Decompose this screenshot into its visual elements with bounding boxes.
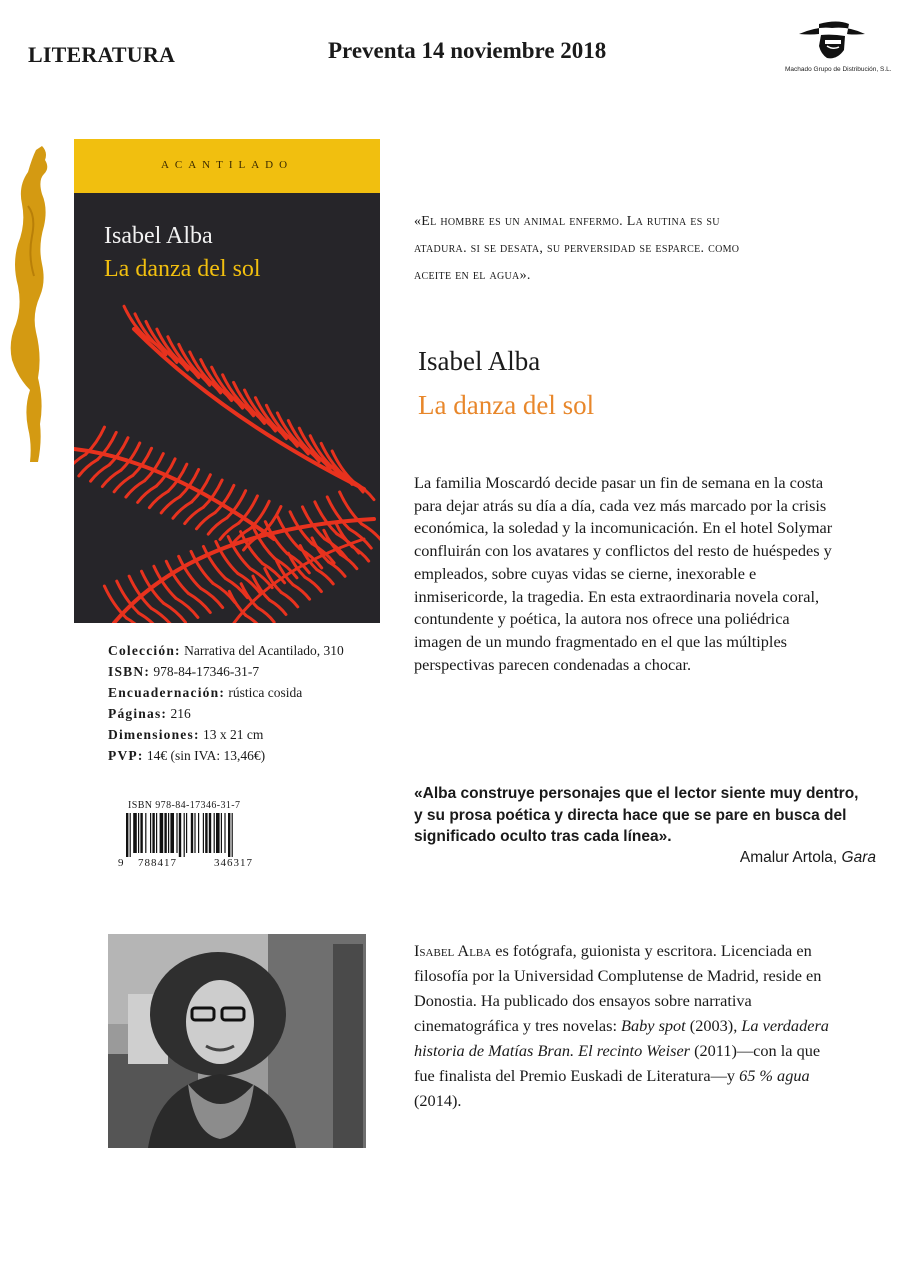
detail-row — [108, 640, 344, 661]
bio-book-title: La verdadera — [741, 1016, 829, 1035]
detail-label: Colección: — [108, 643, 181, 658]
barcode-bar — [152, 813, 154, 853]
bio-line: filosofía por la Universidad Complutense de Madrid, reside en — [414, 966, 822, 985]
opening-quote — [414, 208, 874, 289]
frond-leaf — [258, 608, 275, 622]
frond-leaf — [151, 608, 173, 623]
barcode-bar — [224, 813, 225, 853]
frond-leaf — [91, 465, 110, 481]
frond-leaf — [149, 491, 168, 507]
detail-row — [108, 703, 344, 724]
quote-line: «El hombre es un animal enfermo. La rutina es su — [414, 214, 720, 229]
barcode-bar — [130, 813, 131, 857]
book-details — [108, 640, 344, 766]
palm-leaves-illustration — [74, 289, 380, 623]
detail-label: Dimensiones: — [108, 727, 200, 742]
barcode-bar — [150, 813, 151, 853]
barcode-bar — [184, 813, 185, 857]
presale-date: Preventa 14 noviembre 2018 — [328, 38, 607, 63]
book-author: Isabel Alba — [418, 346, 541, 376]
detail-value: rústica cosida — [228, 685, 303, 700]
bio-line — [414, 1013, 869, 1038]
frond-leaf — [317, 570, 333, 584]
barcode-bar — [168, 813, 169, 853]
reviewer-name: Amalur Artola, — [739, 849, 838, 866]
barcode-digits — [118, 857, 288, 871]
detail-label: Encuadernación: — [108, 685, 226, 700]
detail-label: Páginas: — [108, 706, 168, 721]
frond-leaf — [305, 577, 322, 591]
barcode-bar — [194, 813, 195, 853]
detail-value: 13 x 21 cm — [203, 727, 264, 742]
detail-row — [108, 661, 344, 682]
barcode-bar — [133, 813, 137, 853]
barcode-bar — [140, 813, 142, 853]
synopsis-line: perspectivas parecen condenadas a chocar. — [414, 654, 692, 674]
barcode-bar — [186, 813, 187, 853]
barcode-bar — [228, 813, 230, 857]
synopsis-line: económica, la soledad y la incomunicación. En el hotel Solymar — [414, 518, 833, 538]
barcode-bar — [156, 813, 157, 853]
frond-leaf — [86, 427, 105, 454]
barcode-bar — [138, 813, 139, 853]
frond-leaf — [138, 486, 157, 502]
barcode-bar — [191, 813, 193, 853]
frond-leaf — [293, 585, 310, 599]
barcode-bar — [164, 813, 166, 853]
review-quote — [414, 783, 879, 848]
frond-leaf — [102, 470, 121, 486]
frond-leaf — [79, 460, 98, 476]
section-category: LITERATURA — [28, 42, 176, 67]
cover-author: Isabel Alba — [104, 223, 213, 249]
synopsis-line: La familia Moscardó decide pasar un fin de semana en la costa — [414, 473, 824, 492]
detail-row — [108, 682, 344, 703]
barcode — [118, 800, 288, 870]
bio-book-title: Baby spot — [621, 1016, 686, 1035]
barcode-bar — [214, 813, 215, 853]
detail-value: 14€ (sin IVA: 13,46€) — [146, 748, 266, 763]
review-line: y su prosa poética y directa hace que se pare en busca del — [414, 806, 847, 824]
author-portrait-image — [108, 934, 366, 1148]
book-title: La danza del sol — [418, 390, 595, 420]
barcode-digit-group: 346317 — [214, 857, 253, 869]
barcode-isbn: ISBN 978-84-17346-31-7 — [128, 800, 241, 811]
barcode-bar — [205, 813, 207, 853]
bio-book-title: 65 % agua — [739, 1066, 810, 1085]
quote-line: atadura. si se desata, su perversidad se esparce. como — [414, 241, 740, 256]
barcode-bar — [216, 813, 220, 853]
barcode-bars — [126, 813, 276, 857]
detail-value: 978-84-17346-31-7 — [153, 664, 260, 679]
detail-row — [108, 745, 344, 766]
frond-leaf — [173, 502, 192, 518]
synopsis-line: empleados, sobre cuyas vidas se cierne, inexorable e — [414, 563, 757, 583]
bio-line — [414, 938, 869, 963]
quote-line: aceite en el agua». — [414, 268, 531, 283]
bio-text: (2011)—con la que — [690, 1041, 821, 1060]
hat-man-icon — [797, 20, 867, 64]
publisher-logo — [785, 20, 892, 78]
book-cover — [74, 139, 380, 623]
barcode-bar — [126, 813, 128, 857]
barcode-bar — [160, 813, 164, 853]
publisher-name: Machado Grupo de Distribución, S.L. — [785, 66, 892, 73]
frond-leaf — [126, 481, 145, 497]
cover-imprint: ACANTILADO — [160, 159, 294, 171]
barcode-digit-group: 788417 — [138, 857, 177, 869]
frond-leaf — [196, 513, 215, 529]
review-line: significado oculto tras cada línea». — [414, 828, 672, 845]
synopsis-line: inmisericorde, la tragedia. En esta extraordinaria novela coral, — [414, 586, 820, 606]
synopsis-line: imagen de un mundo fragmentado en el que las múltiples — [414, 631, 788, 651]
barcode-bar — [209, 813, 211, 853]
frond-leaf — [246, 615, 263, 623]
bio-text: es fotógrafa, guionista y escritora. Licenciada en — [491, 941, 812, 960]
frond-leaf — [281, 592, 298, 606]
detail-value: 216 — [170, 706, 191, 721]
bio-text: (2003), — [685, 1016, 742, 1035]
frond-leaf — [353, 481, 374, 499]
bio-line: (2014). — [414, 1091, 462, 1110]
frond-leaf — [185, 507, 204, 523]
author-bio — [414, 938, 869, 1113]
synopsis-line: confluirán con los avatares y conflictos del resto de huéspedes y — [414, 541, 832, 561]
bio-line: Donostia. Ha publicado dos ensayos sobre narrativa — [414, 991, 752, 1010]
barcode-bar — [232, 813, 233, 857]
synopsis-line: para dejar atrás su día a día, cada vez más marcado por la crisis — [414, 495, 827, 515]
detail-value: Narrativa del Acantilado, 310 — [184, 643, 344, 658]
bio-line — [414, 1063, 869, 1088]
bio-line — [414, 1038, 869, 1063]
synopsis — [414, 472, 874, 676]
bio-book-title: historia de Matías Bran. El recinto Weiser — [414, 1041, 691, 1060]
barcode-bar — [221, 813, 222, 853]
frond-leaf — [114, 475, 133, 491]
author-photo — [108, 934, 366, 1148]
review-outlet: Gara — [841, 849, 876, 866]
cover-title: La danza del sol — [104, 256, 261, 282]
detail-label: ISBN: — [108, 664, 151, 679]
frond-leaf — [269, 600, 286, 614]
barcode-bar — [179, 813, 181, 857]
barcode-bar — [145, 813, 146, 853]
frond-leaf — [352, 547, 369, 561]
review-line: «Alba construye personajes que el lector siente muy dentro, — [414, 785, 859, 802]
detail-label: PVP: — [108, 748, 144, 763]
frond-leaf — [342, 474, 363, 492]
frond-leaf — [329, 562, 345, 576]
bio-author-name: Isabel Alba — [414, 941, 492, 960]
barcode-bar — [198, 813, 199, 853]
synopsis-line: contundente y poética, la autora nos ofrece una poliédrica — [414, 609, 790, 629]
bio-text: fue finalista del Premio Euskadi de Literatura—y — [414, 1066, 740, 1085]
barcode-digit-first: 9 — [118, 857, 125, 869]
review-source — [660, 849, 876, 867]
frond-leaf — [139, 613, 161, 623]
barcode-bar — [170, 813, 174, 853]
frond-leaf — [161, 497, 180, 513]
bio-text: cinematográfica y tres novelas: — [414, 1016, 622, 1035]
diving-figure-illustration — [8, 146, 54, 462]
barcode-bar — [203, 813, 204, 853]
barcode-bar — [176, 813, 177, 853]
frond-leaf — [208, 518, 227, 534]
frond-leaf — [340, 554, 357, 568]
detail-row — [108, 724, 344, 745]
